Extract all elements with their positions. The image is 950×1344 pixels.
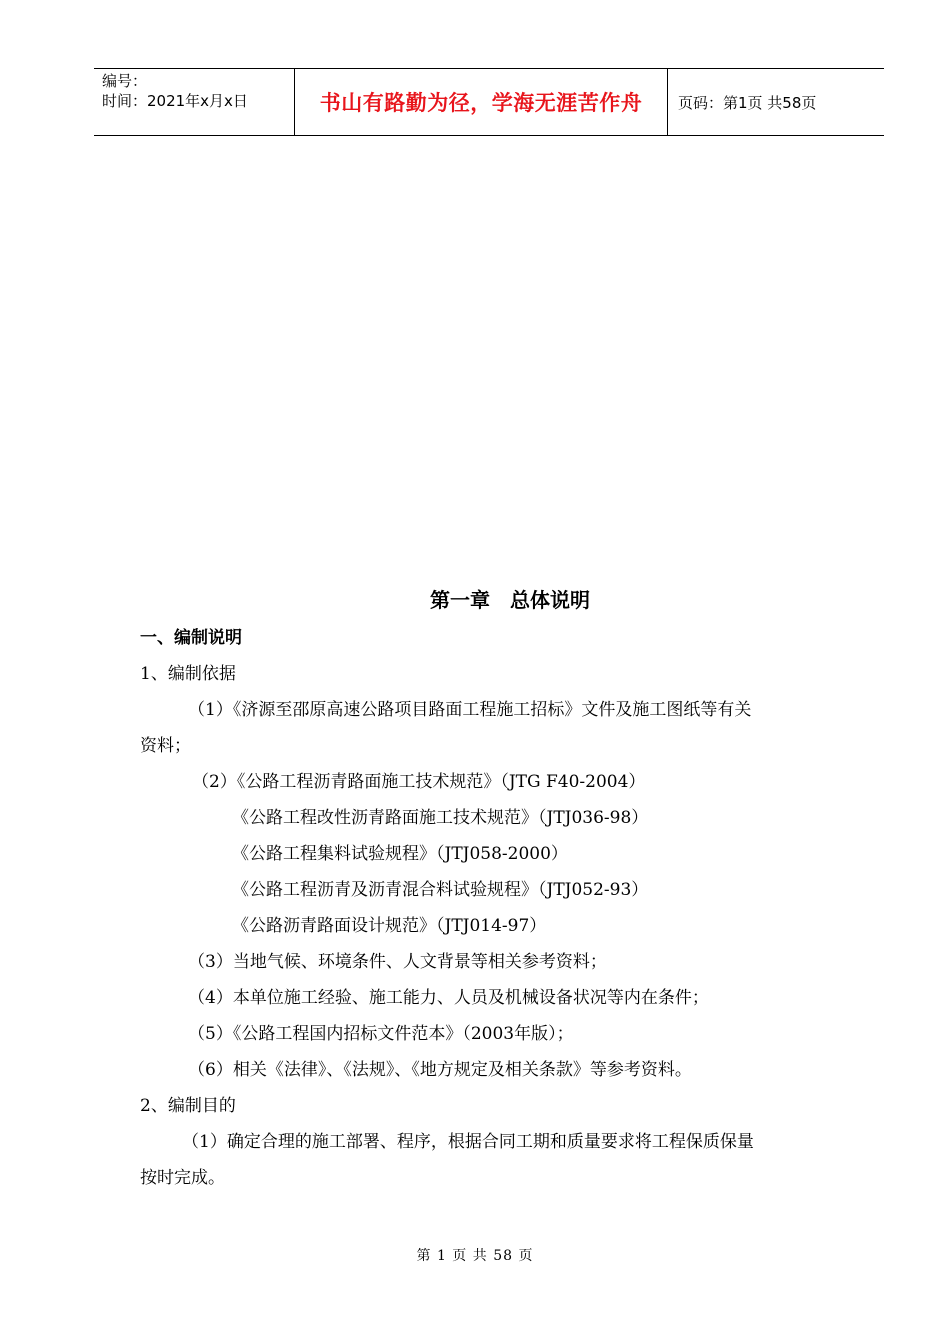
section-title: 一、编制说明 [140, 628, 242, 648]
number-label: 编号： [102, 72, 148, 90]
list-item: （5）《公路工程国内招标文件范本》（2003年版）； [188, 1024, 574, 1044]
list-item: （3）当地气候、环境条件、人文背景等相关参考资料； [188, 952, 607, 972]
header-meta [94, 69, 295, 135]
header-page-info: 页码：第1页 共58页 [678, 93, 817, 112]
list-item: （2）《公路工程沥青路面施工技术规范》（JTG F40-2004） [192, 772, 646, 792]
list-item-sub: 《公路沥青路面设计规范》（JTJ014-97） [232, 916, 547, 936]
list-item-continuation: 按时完成。 [140, 1168, 225, 1188]
list-item-sub: 《公路工程改性沥青路面施工技术规范》（JTJ036-98） [232, 808, 649, 828]
document-body [140, 580, 840, 1196]
list-item: （1）《济源至邵原高速公路项目路面工程施工招标》文件及施工图纸等有关 [188, 700, 752, 720]
page-footer: 第 1 页 共 58 页 [416, 1248, 534, 1264]
list-item: （4）本单位施工经验、施工能力、人员及机械设备状况等内在条件； [188, 988, 709, 1008]
page-header [94, 68, 884, 136]
header-motto: 书山有路勤为径，学海无涯苦作舟 [295, 69, 668, 135]
chapter-title: 第一章 总体说明 [430, 588, 590, 612]
time-label: 时间：2021年x月x日 [102, 92, 248, 110]
list-item-continuation: 资料； [140, 736, 191, 756]
subsection-title: 1、编制依据 [140, 664, 236, 684]
subsection-title: 2、编制目的 [140, 1096, 236, 1116]
list-item: （6）相关《法律》、《法规》、《地方规定及相关条款》等参考资料。 [188, 1060, 692, 1080]
list-item-sub: 《公路工程沥青及沥青混合料试验规程》（JTJ052-93） [232, 880, 649, 900]
list-item-sub: 《公路工程集料试验规程》（JTJ058-2000） [232, 844, 568, 864]
list-item: （1）确定合理的施工部署、程序，根据合同工期和质量要求将工程保质保量 [182, 1132, 754, 1152]
